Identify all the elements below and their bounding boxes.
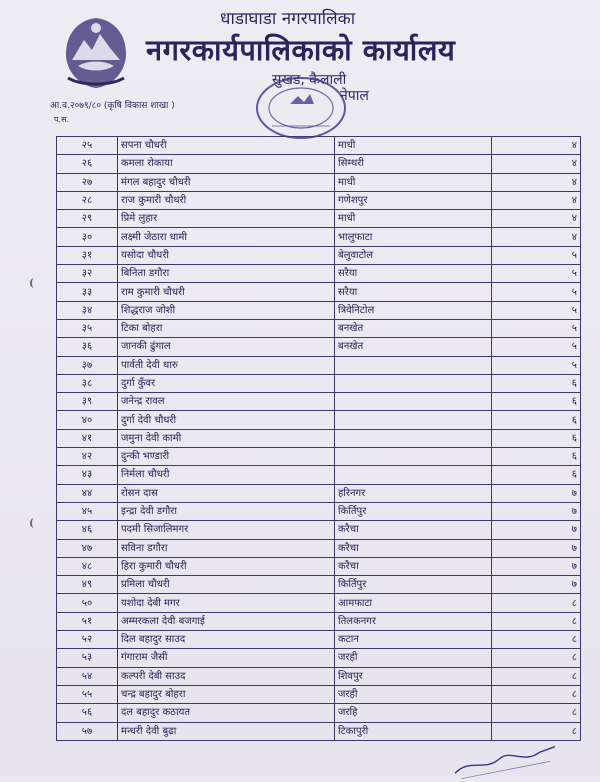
table-row: [57, 722, 581, 740]
name-cell: यशोदा देबी मगर: [118, 594, 335, 612]
serial-number-cell: ४३: [57, 466, 118, 484]
table-row: [57, 393, 581, 411]
serial-number-cell: ५१: [57, 612, 118, 630]
ward-cell: ८: [492, 612, 581, 630]
name-cell: मंगल बहादुर चौधरी: [118, 173, 335, 191]
serial-number-cell: ३२: [57, 265, 118, 283]
name-cell: लक्ष्मी जेठारा धामी: [118, 228, 335, 246]
serial-number-cell: ३९: [57, 393, 118, 411]
ward-cell: ६: [492, 411, 581, 429]
table-row: [57, 173, 581, 191]
table-row: [57, 612, 581, 630]
table-row: [57, 319, 581, 337]
address-cell: कटान: [335, 631, 492, 649]
address-cell: करैचा: [335, 557, 492, 575]
serial-number-cell: ५०: [57, 594, 118, 612]
serial-number-cell: २९: [57, 210, 118, 228]
address-cell: बनखेत: [335, 319, 492, 337]
ward-cell: ५: [492, 283, 581, 301]
address-cell: आमफाटा: [335, 594, 492, 612]
table-row: [57, 539, 581, 557]
ward-cell: ४: [492, 155, 581, 173]
office-stamp-icon: [252, 74, 350, 144]
name-cell: प्रमिला चौधरी: [118, 576, 335, 594]
address-cell: [335, 448, 492, 466]
name-cell: शिद्धराज जोशी: [118, 301, 335, 319]
nepal-emblem-icon: [58, 14, 134, 92]
table-row: [57, 448, 581, 466]
name-cell: रोसन दास: [118, 484, 335, 502]
ward-cell: ५: [492, 301, 581, 319]
address-cell: त्रिवेनिटोल: [335, 301, 492, 319]
ward-cell: ७: [492, 576, 581, 594]
table-row: [57, 411, 581, 429]
address-cell: [335, 466, 492, 484]
table-row: [57, 338, 581, 356]
table-row: [57, 228, 581, 246]
table-row: [57, 356, 581, 374]
punch-mark: [30, 278, 38, 288]
serial-number-cell: ५२: [57, 631, 118, 649]
ward-cell: ८: [492, 704, 581, 722]
address-cell: [335, 393, 492, 411]
serial-number-cell: ३१: [57, 246, 118, 264]
address-cell: करैचा: [335, 539, 492, 557]
serial-number-cell: ५७: [57, 722, 118, 740]
ward-cell: ८: [492, 594, 581, 612]
serial-number-cell: ५५: [57, 685, 118, 703]
table-row: [57, 265, 581, 283]
table-row: [57, 246, 581, 264]
name-cell: कल्परी देबी साउद: [118, 667, 335, 685]
address-cell: [335, 374, 492, 392]
name-cell: राज कुमारी चौधरी: [118, 191, 335, 209]
name-cell: टिका बोहरा: [118, 319, 335, 337]
table-row: [57, 374, 581, 392]
table-row: [57, 631, 581, 649]
serial-number-cell: ३६: [57, 338, 118, 356]
name-cell: सपना चौधरी: [118, 137, 335, 155]
serial-number-cell: ५३: [57, 649, 118, 667]
serial-number-cell: ४८: [57, 557, 118, 575]
name-cell: दिल बहादुर साउद: [118, 631, 335, 649]
ward-cell: ६: [492, 393, 581, 411]
serial-number-cell: ४४: [57, 484, 118, 502]
name-cell: जमुना देवी कामी: [118, 429, 335, 447]
address-cell: शिवपुर: [335, 667, 492, 685]
table-row: [57, 191, 581, 209]
address-cell: [335, 429, 492, 447]
serial-number-cell: ३७: [57, 356, 118, 374]
table-row: [57, 685, 581, 703]
name-cell: कमला रोकाया: [118, 155, 335, 173]
serial-number-cell: ४०: [57, 411, 118, 429]
ward-cell: ८: [492, 631, 581, 649]
serial-number-cell: ४७: [57, 539, 118, 557]
ward-cell: ७: [492, 521, 581, 539]
office-title: नगरकार्यपालिकाको कार्यालय: [146, 33, 456, 67]
table-row: [57, 429, 581, 447]
reference-ps: प.स.: [54, 115, 70, 124]
address-cell: तिलकनगर: [335, 612, 492, 630]
table-row: [57, 155, 581, 173]
table-row: [57, 521, 581, 539]
name-cell: मन्धरी देवी बुढा: [118, 722, 335, 740]
address-cell: [335, 411, 492, 429]
ward-cell: ५: [492, 356, 581, 374]
office-country: नेपाल: [340, 88, 369, 104]
address-cell: जरही: [335, 685, 492, 703]
serial-number-cell: ५६: [57, 704, 118, 722]
ward-cell: ७: [492, 539, 581, 557]
ward-cell: ६: [492, 374, 581, 392]
table-row: [57, 667, 581, 685]
name-cell: अम्मरकला देवी बजगाई: [118, 612, 335, 630]
serial-number-cell: ४६: [57, 521, 118, 539]
ward-cell: ६: [492, 448, 581, 466]
ward-cell: ७: [492, 502, 581, 520]
address-cell: बेलुवाटोल: [335, 246, 492, 264]
ward-cell: ६: [492, 466, 581, 484]
table-row: [57, 283, 581, 301]
ward-cell: ७: [492, 557, 581, 575]
reference-number: आ.व.२०७९/८० (कृषि विकास शाखा ): [50, 101, 175, 111]
serial-number-cell: ४९: [57, 576, 118, 594]
ward-cell: ५: [492, 338, 581, 356]
name-cell: पार्वती देवी थारु: [118, 356, 335, 374]
name-cell: दुर्गा कुँवर: [118, 374, 335, 392]
ward-cell: ४: [492, 137, 581, 155]
address-cell: माधी: [335, 173, 492, 191]
table-row: [57, 484, 581, 502]
ward-cell: ४: [492, 191, 581, 209]
address-cell: [335, 356, 492, 374]
name-cell: निर्मला चौधरी: [118, 466, 335, 484]
address-cell: सरैया: [335, 265, 492, 283]
serial-number-cell: ५४: [57, 667, 118, 685]
name-cell: दुन्की भण्डारी: [118, 448, 335, 466]
address-cell: माधी: [335, 210, 492, 228]
punch-mark: [30, 518, 38, 528]
address-cell: हरिनगर: [335, 484, 492, 502]
address-cell: जरहि: [335, 704, 492, 722]
municipality-name: धाडाघाडा नगरपालिका: [220, 9, 356, 29]
address-cell: भालुफाटा: [335, 228, 492, 246]
table-row: [57, 210, 581, 228]
ward-cell: ४: [492, 228, 581, 246]
name-cell: दुर्गा देवी चौधरी: [118, 411, 335, 429]
ward-cell: ८: [492, 649, 581, 667]
name-cell: चन्द्र बहादुर बोहरा: [118, 685, 335, 703]
address-cell: सिम्थरी: [335, 155, 492, 173]
beneficiary-table: [56, 136, 581, 741]
table-row: [57, 594, 581, 612]
address-cell: बनखेत: [335, 338, 492, 356]
name-cell: गंगाराम जैसी: [118, 649, 335, 667]
serial-number-cell: २८: [57, 191, 118, 209]
table-row: [57, 301, 581, 319]
address-cell: करैचा: [335, 521, 492, 539]
address-cell: किर्तिपुर: [335, 502, 492, 520]
ward-cell: ६: [492, 429, 581, 447]
serial-number-cell: ३५: [57, 319, 118, 337]
table-row: [57, 502, 581, 520]
table-row: [57, 576, 581, 594]
name-cell: प्रिमे लुहार: [118, 210, 335, 228]
ward-cell: ८: [492, 685, 581, 703]
office-address: सुखड, कैलाली: [272, 72, 347, 88]
serial-number-cell: ४१: [57, 429, 118, 447]
address-cell: किर्तिपुर: [335, 576, 492, 594]
name-cell: बिनिता डगौरा: [118, 265, 335, 283]
name-cell: जनेन्द्र रावल: [118, 393, 335, 411]
name-cell: दल बहादुर कठायत: [118, 704, 335, 722]
table-row: [57, 704, 581, 722]
ward-cell: ८: [492, 722, 581, 740]
ward-cell: ४: [492, 210, 581, 228]
name-cell: राम कुमारी चौधरी: [118, 283, 335, 301]
serial-number-cell: २६: [57, 155, 118, 173]
address-cell: गणेशपुर: [335, 191, 492, 209]
signature-stamp-icon: [449, 738, 562, 781]
ward-cell: ७: [492, 484, 581, 502]
name-cell: यसोदा चौधरी: [118, 246, 335, 264]
address-cell: सरैया: [335, 283, 492, 301]
table-row: [57, 137, 581, 155]
serial-number-cell: ४५: [57, 502, 118, 520]
serial-number-cell: ३०: [57, 228, 118, 246]
ward-cell: ५: [492, 319, 581, 337]
serial-number-cell: ४२: [57, 448, 118, 466]
serial-number-cell: २५: [57, 137, 118, 155]
table-row: [57, 466, 581, 484]
address-cell: माधी: [335, 137, 492, 155]
serial-number-cell: ३३: [57, 283, 118, 301]
ward-cell: ४: [492, 173, 581, 191]
name-cell: सविना डगौरा: [118, 539, 335, 557]
address-cell: जरही: [335, 649, 492, 667]
serial-number-cell: ३४: [57, 301, 118, 319]
address-cell: टिकापुरी: [335, 722, 492, 740]
ward-cell: ५: [492, 246, 581, 264]
serial-number-cell: २७: [57, 173, 118, 191]
serial-number-cell: ३८: [57, 374, 118, 392]
name-cell: इन्द्रा देवी डगौरा: [118, 502, 335, 520]
name-cell: पदमी सिजालिमगर: [118, 521, 335, 539]
name-cell: हिरा कुमारी चौधरी: [118, 557, 335, 575]
ward-cell: ५: [492, 265, 581, 283]
table-row: [57, 649, 581, 667]
name-cell: जानकी ढुंगाल: [118, 338, 335, 356]
ward-cell: ८: [492, 667, 581, 685]
table-row: [57, 557, 581, 575]
